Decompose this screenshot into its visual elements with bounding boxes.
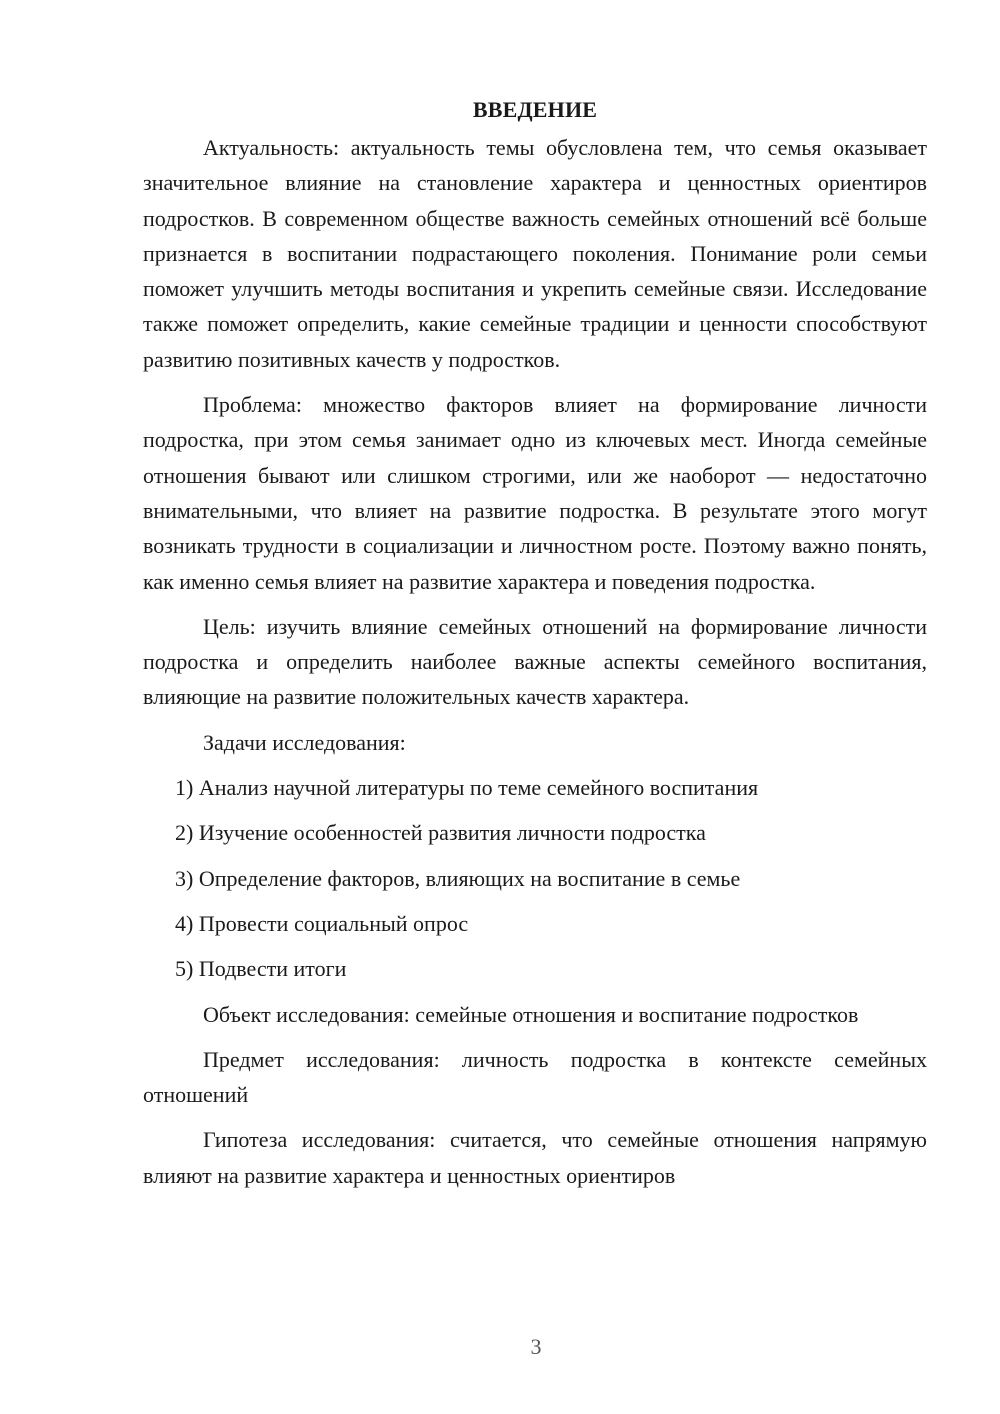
paragraph-goal: Цель: изучить влияние семейных отношений на формирование личности подростка и определить наиболее важные аспекты семейного воспитания, влияющие на развитие положительных качеств характера.: [143, 613, 927, 710]
paragraph-subject: Предмет исследования: личность подростка в контексте семейных отношений: [143, 1046, 927, 1108]
paragraph-object: Объект исследования: семейные отношения и воспитание подростков: [203, 1001, 859, 1027]
page-number: 3: [530, 1334, 542, 1359]
task-item: 5) Подвести итоги: [175, 956, 347, 982]
page-content: [143, 92, 927, 1203]
task-item: 2) Изучение особенностей развития личности подростка: [175, 820, 706, 846]
tasks-heading: Задачи исследования:: [203, 729, 406, 755]
task-item: 4) Провести социальный опрос: [175, 910, 469, 936]
paragraph-problem: Проблема: множество факторов влияет на формирование личности подростка, при этом семья занимает одно из ключевых мест. Иногда семейные отношения бывают или слишком строгими, или же наоборот — недостаточно внимательными, что влияет на развитие подростка. В результате этого могут возникать трудности в социализации и личностном росте. Поэтому важно понять, как именно семья влияет на развитие характера и поведения подростка.: [143, 392, 927, 594]
task-item: 3) Определение факторов, влияющих на воспитание в семье: [175, 865, 741, 891]
paragraph-hypothesis: Гипотеза исследования: считается, что семейные отношения напрямую влияют на развитие характера и ценностных ориентиров: [143, 1127, 927, 1188]
section-title: ВВЕДЕНИЕ: [472, 97, 598, 122]
task-item: 1) Анализ научной литературы по теме семейного воспитания: [175, 775, 759, 801]
paragraph-relevance: Актуальность: актуальность темы обусловлена тем, что семья оказывает значительное влияние на становление характера и ценностных ориентиров подростков. В современном обществе важность семейных отношений всё больше признается в воспитании подрастающего поколения. Понимание роли семьи поможет улучшить методы воспитания и укрепить семейные связи. Исследование также поможет определить, какие семейные традиции и ценности способствуют развитию позитивных качеств у подростков.: [143, 135, 927, 372]
